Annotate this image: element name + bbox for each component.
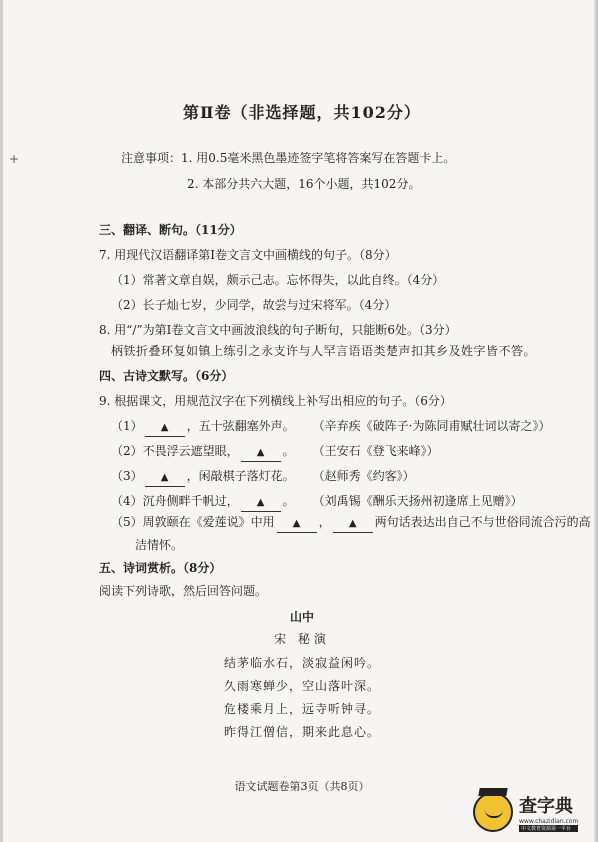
poem-line: 危楼乘月上，远寺听钟寻。 <box>223 702 380 716</box>
watermark-url: www.chazidian.com <box>519 818 579 825</box>
page-footer: 语文试题卷第3页（共8页） <box>234 780 370 793</box>
poem-line: 结茅临水石，淡寂益闲吟。 <box>223 656 380 670</box>
answer-blank[interactable] <box>241 493 281 512</box>
row-source: （辛弃疾《破阵子·为陈同甫赋壮词以寄之》） <box>312 419 551 433</box>
question-8-text: 柄铁折叠环复如镇上练引之永支许与人罕言语语类楚声扣其乡及姓字皆不答。 <box>111 344 537 358</box>
fill-row-1: （1） ▲ ，五十弦翻塞外声。 （辛弃疾《破阵子·为陈同甫赋壮词以寄之》） <box>111 418 550 437</box>
question-8: 8. 用“/”为第Ⅰ卷文言文中画波浪线的句子断句，只能断6处。（3分） <box>99 323 457 337</box>
watermark-name: 查字典 <box>519 796 573 817</box>
triangle-icon: ▲ <box>160 422 169 433</box>
question-9: 9. 根据课文，用规范汉字在下列横线上补写出相应的句子。（6分） <box>99 394 452 408</box>
watermark-logo <box>473 784 597 840</box>
mascot-icon <box>473 792 513 832</box>
fill-row-5: （5）周敦颐在《爱莲说》中用 ▲ ， ▲ 两句话表达出自己不与世俗同流合污的高 <box>111 514 591 533</box>
poem-line: 久雨寒蝉少，空山落叶深。 <box>223 679 380 693</box>
poem-author: 宋 秘演 <box>274 632 330 646</box>
section-3-heading: 三、翻译、断句。（11分） <box>99 223 242 237</box>
fill-row-3: （3） ▲ ，闲敲棋子落灯花。 （赵师秀《约客》） <box>111 468 415 487</box>
fill-row-2: （2）不畏浮云遮望眼， ▲ 。 （王安石《登飞来峰》） <box>111 443 439 462</box>
answer-blank[interactable] <box>333 514 373 533</box>
notes-line-2: 2. 本部分共六大题，16个小题，共102分。 <box>187 177 421 191</box>
row-source: （王安石《登飞来峰》） <box>312 444 439 458</box>
question-7: 7. 用现代汉语翻译第Ⅰ卷文言文中画横线的句子。（8分） <box>99 248 397 262</box>
triangle-icon: ▲ <box>348 518 357 529</box>
fill-row-4: （4）沉舟侧畔千帆过， ▲ 。 （刘禹锡《酬乐天扬州初逢席上见赠》） <box>111 493 523 512</box>
fill-row-5-continued: 洁情怀。 <box>135 538 184 552</box>
notes-line-1: 注意事项：1. 用0.5毫米黑色墨迹签字笔将答案写在答题卡上。 <box>121 151 456 165</box>
triangle-icon: ▲ <box>256 447 265 458</box>
page-title: 第Ⅱ卷（非选择题，共102分） <box>183 103 421 122</box>
watermark-slogan: 中文教育资源第一平台 <box>519 825 578 832</box>
section-4-heading: 四、古诗文默写。（6分） <box>99 369 234 383</box>
poem-line: 昨得江僧信，期来此息心。 <box>223 725 380 739</box>
section-5-heading: 五、诗词赏析。（8分） <box>99 561 222 575</box>
row-source: （刘禹锡《酬乐天扬州初逢席上见赠》） <box>312 494 523 508</box>
margin-mark: + <box>9 152 20 166</box>
poem-title: 山中 <box>289 610 314 624</box>
answer-blank[interactable] <box>277 514 317 533</box>
row-source: （赵师秀《约客》） <box>312 469 415 483</box>
question-7-part-1: （1）常著文章自娱，颇示己志。忘怀得失，以此自终。（4分） <box>111 273 445 287</box>
triangle-icon: ▲ <box>160 472 169 483</box>
triangle-icon: ▲ <box>292 518 301 529</box>
answer-blank[interactable] <box>145 418 185 437</box>
reading-instruction: 阅读下列诗歌，然后回答问题。 <box>99 584 268 598</box>
triangle-icon: ▲ <box>256 497 265 508</box>
answer-blank[interactable] <box>241 443 281 462</box>
answer-blank[interactable] <box>145 468 185 487</box>
question-7-part-2: （2）长子灿七岁，少同学，故尝与过宋将军。（4分） <box>111 298 397 312</box>
